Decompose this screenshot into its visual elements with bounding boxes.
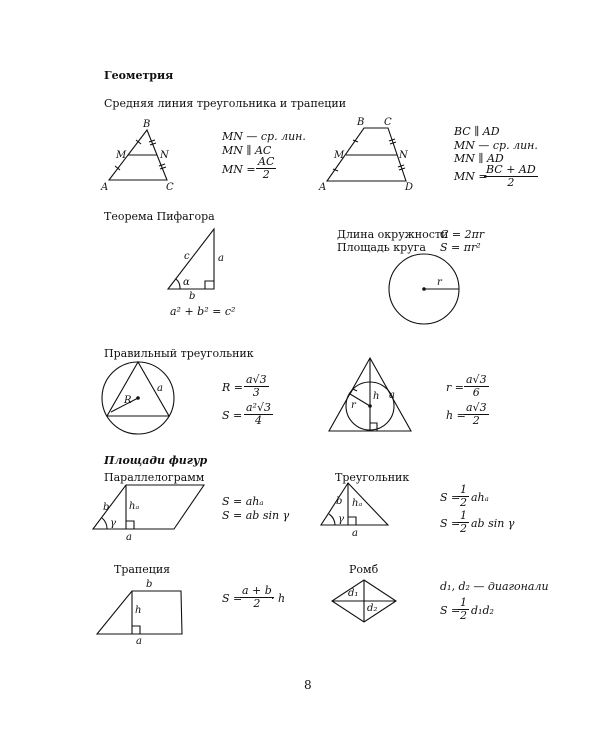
label-a: a [218, 253, 224, 264]
fraction-numerator: BC + AD [486, 163, 536, 176]
label-C: C [166, 182, 174, 193]
fraction-numerator: 1 [460, 483, 467, 496]
parallelogram-formula-1: S = ahₐ [222, 495, 264, 508]
label-D: D [405, 182, 414, 193]
label-ha: hₐ [352, 498, 363, 509]
trap-formula-2: MN — ср. лин. [454, 139, 538, 152]
circle-area-label: Площадь круга [337, 241, 426, 254]
label-M: M [116, 150, 127, 161]
midline-heading: Средняя линия треугольника и трапеции [104, 97, 347, 110]
trap-area-lhs: S = [222, 592, 243, 605]
label-c: c [184, 251, 190, 262]
trap-formula-1: BC ∥ AD [454, 125, 500, 138]
fraction-denominator: 2 [253, 597, 261, 610]
label-h: h [135, 605, 142, 616]
right-angle-mark [205, 281, 214, 289]
tri-midline-formula-2: MN ∥ AC [222, 144, 272, 157]
label-b: b [336, 496, 343, 507]
angle-alpha-arc [176, 279, 180, 289]
label-R: R [124, 395, 132, 406]
tri-area-2-lhs: S = [440, 517, 461, 530]
trap-formula-4-lhs: MN = [454, 170, 488, 183]
parallelogram-formula-2: S = ab sin γ [222, 509, 290, 522]
areas-heading: Площади фигур [104, 454, 208, 467]
pythagoras-figure [168, 229, 214, 289]
fraction-denominator: 2 [507, 176, 515, 189]
label-a: a [389, 390, 395, 401]
label-b: b [189, 291, 196, 302]
label-b: b [146, 579, 153, 590]
trapezoid-heading: Трапеция [114, 563, 171, 576]
tri-area-1-lhs: S = [440, 491, 461, 504]
right-triangle [168, 229, 214, 289]
label-h: h [373, 391, 380, 402]
fraction-numerator: AC [258, 155, 275, 168]
fraction-denominator: 2 [460, 522, 467, 535]
label-a: a [352, 528, 358, 539]
label-a: a [136, 636, 142, 647]
r-formula-lhs: r = [446, 381, 464, 394]
label-A: A [319, 182, 327, 193]
right-angle-mark [132, 626, 140, 634]
fraction-denominator: 2 [472, 414, 480, 427]
label-N: N [160, 150, 169, 161]
angle-gamma-arc [102, 518, 107, 529]
page-number: 8 [304, 678, 312, 692]
angle-gamma-arc [329, 514, 335, 525]
rhombus-area-lhs: S = [440, 604, 461, 617]
circle-center [368, 404, 372, 408]
label-B: B [357, 117, 365, 128]
fraction-numerator: a√3 [466, 401, 487, 414]
label-alpha: α [183, 277, 190, 288]
tri-area-1-rhs: ahₐ [471, 491, 489, 504]
fraction-numerator: 1 [460, 596, 467, 609]
rhombus-heading: Ромб [349, 563, 379, 576]
right-angle-mark [350, 389, 357, 394]
label-C: C [384, 117, 392, 128]
fraction-denominator: 3 [252, 386, 260, 399]
rhombus-diagonals-note: d₁, d₂ — диагонали [440, 580, 549, 593]
fraction-numerator: 1 [460, 509, 467, 522]
label-d2: d₂ [367, 603, 378, 614]
pythagoras-heading: Теорема Пифагора [104, 210, 215, 223]
fraction-denominator: 2 [460, 609, 467, 622]
pythagoras-formula: a² + b² = c² [170, 305, 236, 318]
label-ha: hₐ [129, 501, 140, 512]
R-formula-lhs: R = [222, 381, 243, 394]
circumference-formula: C = 2πr [440, 228, 485, 241]
rhombus-area-rhs: d₁d₂ [471, 604, 494, 617]
label-a: a [157, 383, 163, 394]
inscribed-circle-figure [329, 358, 411, 431]
tri-midline-formula-3-lhs: MN = [222, 163, 256, 176]
tick-mark [159, 164, 165, 166]
circumference-label: Длина окружности [337, 228, 449, 241]
label-gamma: γ [110, 518, 116, 529]
fraction-denominator: 6 [472, 386, 480, 399]
label-r: r [437, 277, 442, 288]
label-N: N [399, 150, 408, 161]
circle-center [136, 396, 140, 400]
trap-formula-3: MN ∥ AD [454, 152, 504, 165]
parallelogram-heading: Параллелограмм [104, 471, 205, 484]
S-regular-formula-lhs: S = [222, 409, 243, 422]
rhombus-figure [332, 580, 396, 622]
tri-midline-formula-1: MN — ср. лин. [222, 130, 306, 143]
regular-triangle-heading: Правильный треугольник [104, 347, 254, 360]
label-d1: d₁ [348, 588, 359, 599]
h-formula-lhs: h = [446, 409, 466, 422]
right-angle-mark [348, 517, 356, 525]
label-gamma: γ [338, 514, 344, 525]
label-B: B [143, 119, 151, 130]
right-angle-mark [126, 521, 134, 529]
tri-area-2-rhs: ab sin γ [471, 517, 515, 530]
label-a: a [126, 532, 132, 543]
label-b: b [103, 502, 110, 513]
fraction-numerator: a√3 [466, 373, 487, 386]
trap-area-rhs: · h [271, 592, 286, 605]
fraction-denominator: 2 [460, 496, 467, 509]
triangle-heading: Треугольник [335, 471, 410, 484]
fraction-numerator: a²√3 [246, 401, 271, 414]
label-r: r [351, 400, 356, 411]
fraction-numerator: a√3 [246, 373, 267, 386]
circle-area-formula: S = πr² [440, 241, 481, 254]
label-M: M [334, 150, 345, 161]
circle-center [422, 287, 426, 291]
fraction-denominator: 2 [262, 168, 270, 181]
fraction-denominator: 4 [254, 414, 262, 427]
section-geometry-title: Геометрия [104, 69, 174, 82]
label-A: A [101, 182, 109, 193]
fraction-numerator: a + b [242, 584, 272, 597]
